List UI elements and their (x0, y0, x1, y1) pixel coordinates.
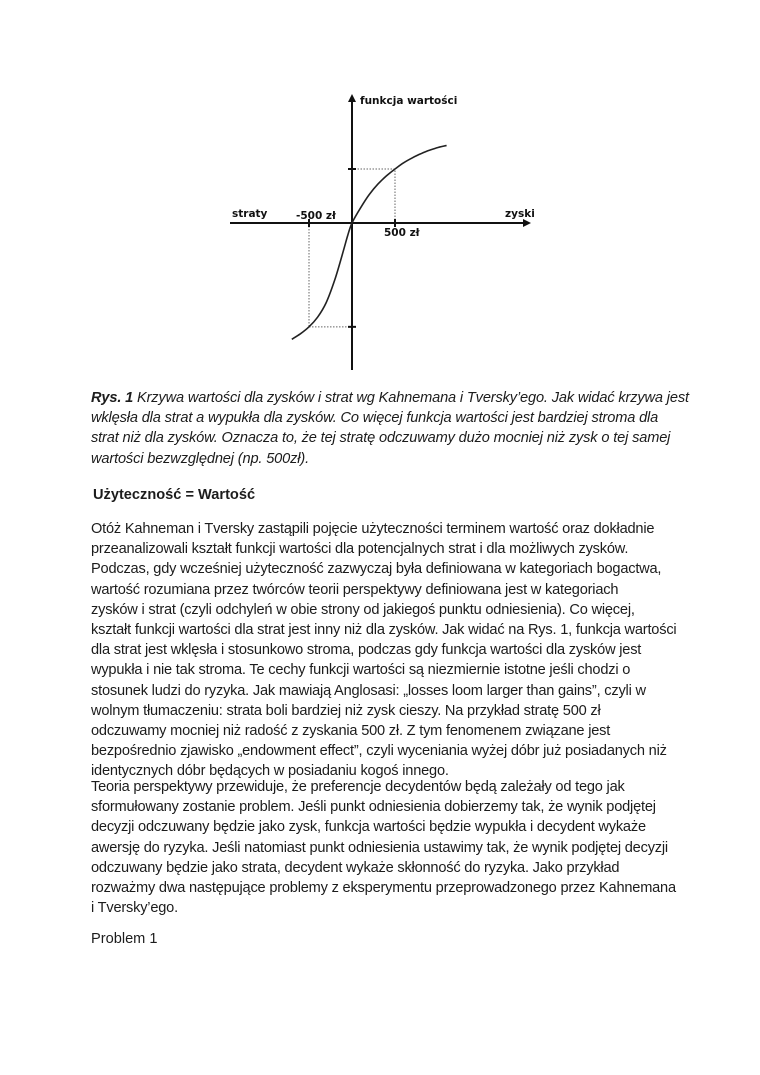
paragraph-line: sformułowany zostanie problem. Jeśli punkt odniesienia dobierzemy tak, że wynik podjętej (91, 799, 656, 816)
value-function-figure (0, 0, 760, 380)
caption-line: wartości bezwzględnej (np. 500zł). (91, 450, 309, 467)
value-function-chart (0, 0, 760, 380)
caption-label: Rys. 1 (91, 390, 134, 406)
section-heading: Użyteczność = Wartość (93, 487, 256, 503)
paragraph-line: Teoria perspektywy przewiduje, że preferencje decydentów będą zależały od tego jak (91, 779, 625, 795)
paragraph-line: rozważmy dwa następujące problemy z eksperymentu przeprowadzonego przez Kahnemana (91, 880, 676, 897)
x-axis-label-positive: zyski (505, 208, 535, 220)
paragraph-line: stosunek ludzi do ryzyka. Jak mawiają Anglosasi: „losses loom larger than gains”, czyli w (91, 682, 646, 699)
x-axis-label-negative: straty (232, 208, 268, 220)
paragraph-line: Otóż Kahneman i Tversky zastąpili pojęcie użyteczności terminem wartość oraz dokładnie (91, 521, 655, 537)
problem-label: Problem 1 (91, 931, 158, 947)
paragraph-line: odczuwamy mocniej niż radość z zyskania 500 zł. Z tym fenomenem związane jest (91, 723, 611, 740)
paragraph-line: i Tversky’ego. (91, 900, 178, 917)
paragraph-line: wolnym tłumaczeniu: strata boli bardziej niż zysk cieszy. Na przykład stratę 500 zł (91, 702, 601, 719)
paragraph-line: wypukła i nie tak stroma. Te cechy funkcji wartości są niezmiernie istotne jeśli chodzi o (91, 662, 631, 679)
paragraph-line: identycznych dóbr będących w posiadaniu kogoś innego. (91, 763, 449, 780)
paragraph-line: kształt funkcji wartości dla strat jest inny niż dla zysków. Jak widać na Rys. 1, funkcja wartości (91, 622, 677, 639)
paragraph-1 (91, 519, 681, 782)
paragraph-line: przeanalizowali kształt funkcji wartości dla potencjalnych strat i dla możliwych zysków. (91, 541, 629, 558)
paragraph-line: zysków i strat (czyli odchyleń w obie strony od jakiegoś punktu odniesienia). Co więcej, (91, 601, 635, 618)
value-curve (292, 146, 447, 340)
y-axis-label: funkcja wartości (360, 95, 458, 107)
caption-line: wklęsła dla strat a wypukła dla zysków. Co więcej funkcja wartości jest bardziej stroma dla (91, 410, 659, 427)
figure-caption (91, 388, 689, 469)
paragraph-line: bezpośrednio zjawisko „endowment effect”, czyli wyceniania wyżej dóbr już posiadanych niż (91, 743, 667, 760)
paragraph-2 (91, 777, 681, 918)
paragraph-line: Podczas, gdy wcześniej użyteczność zazwyczaj była definiowana w kategoriach bogactwa, (91, 561, 662, 578)
paragraph-line: odczuwany będzie jako strata, decydent wykaże skłonność do ryzyka. Jako przykład (91, 859, 620, 876)
paragraph-line: wartość rozumiana przez twórców teorii perspektywy definiowana jest w kategoriach (91, 581, 619, 598)
caption-text: Krzywa wartości dla zysków i strat wg Kahnemana i Tversky’ego. Jak widać krzywa jest (133, 390, 689, 406)
x-tick-label-500: 500 zł (384, 227, 420, 239)
x-tick-label-neg-500: -500 zł (296, 210, 336, 222)
caption-line: strat niż dla zysków. Oznacza to, że tej stratę odczuwamy dużo mocniej niż zysk o tej samej (91, 430, 671, 447)
caption-line (91, 388, 689, 408)
paragraph-line: awersję do ryzyka. Jeśli natomiast punkt odniesienia ustawimy tak, że wynik podjętej decyzji (91, 839, 668, 856)
paragraph-line: dla strat jest wklęsła i stosunkowo stroma, podczas gdy funkcja wartości dla zysków jest (91, 642, 642, 659)
paragraph-line: decyzji odczuwany będzie jako zysk, funkcja wartości będzie wypukła i decydent wykaże (91, 819, 646, 836)
